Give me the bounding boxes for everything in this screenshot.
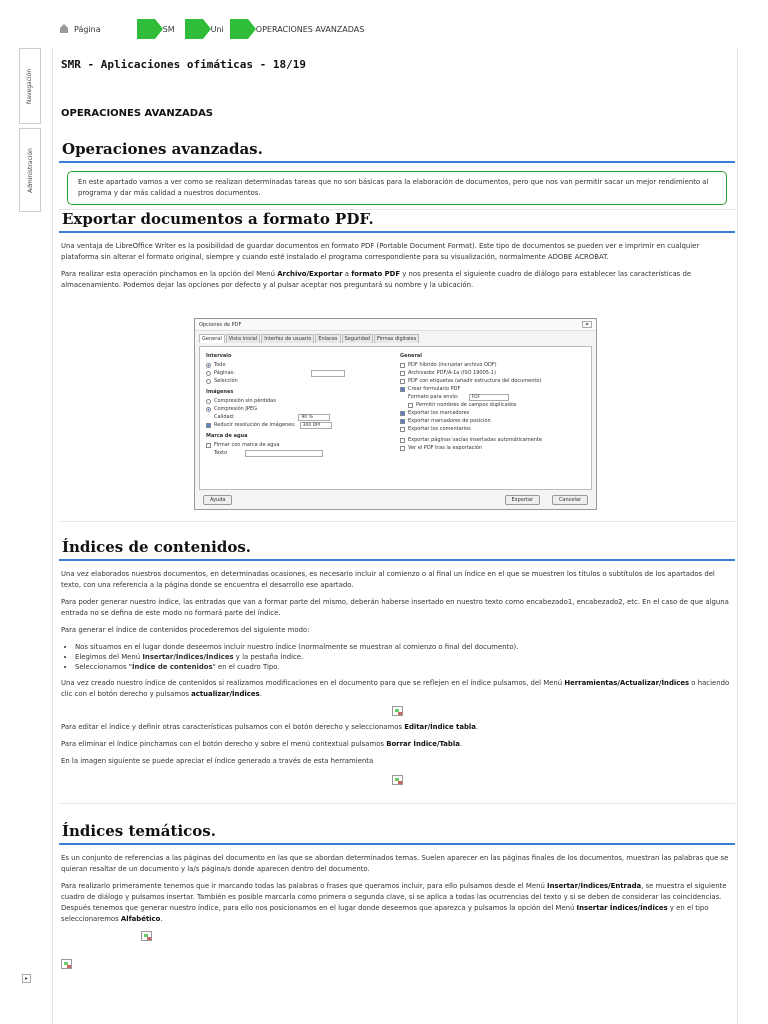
dialog-tab: Vista inicial	[226, 334, 260, 343]
export-button: Exportar	[505, 495, 541, 505]
paragraph: Es un conjunto de referencias a las páginas del documento en las que se abordan determinados temas. Suelen aparecer en las páginas finales de los documentos, muestran las palabras que se quieran resaltar de un documento y la/s página/s donde aparecen dentro del documento.	[61, 854, 729, 873]
option: Exportar marcadores de posición	[400, 417, 590, 425]
radio-icon	[206, 371, 211, 376]
dialog-tab: Interfaz de usuario	[261, 334, 314, 343]
paragraph: Para editar el índice y definir otras características pulsamos con el botón derecho y seleccionamos Editar/Índice tabla.	[61, 723, 479, 731]
breadcrumb	[60, 18, 364, 40]
dialog-right-column	[400, 351, 590, 452]
dock-arrow-icon[interactable]: ▸	[22, 974, 31, 983]
section-thematic	[59, 822, 735, 1022]
list-item: • Elegimos del Menú Insertar/Índices/Índices y la pestaña Índice.	[75, 652, 735, 662]
option: Crear formulario PDF	[400, 385, 590, 393]
checkbox-icon	[400, 371, 405, 376]
dialog-tab: Seguridad	[342, 334, 373, 343]
checkbox-icon	[400, 446, 405, 451]
submit-format-select: FDF	[469, 394, 509, 401]
breadcrumb-separator-icon	[137, 19, 155, 39]
group-label: Marca de agua	[206, 433, 248, 439]
tab-navigation[interactable]	[19, 48, 41, 124]
checkbox-icon	[400, 419, 405, 424]
option: Exportar los marcadores	[400, 409, 590, 417]
checkbox-icon	[408, 403, 413, 408]
paragraph: Para generar el índice de contenidos procederemos del siguiente modo:	[61, 626, 310, 634]
broken-image-icon	[61, 959, 72, 969]
paragraph: En la imagen siguiente se puede apreciar el índice generado a través de esta herramienta	[61, 757, 374, 765]
option: Firmar con marca de agua	[206, 441, 396, 449]
radio-icon	[206, 379, 211, 384]
option: Archivador PDF/A-1a (ISO 19005-1)	[400, 369, 590, 377]
option: Ver el PDF tras la exportación	[400, 444, 590, 452]
tab-label: Administración	[26, 147, 34, 193]
watermark-text-field	[245, 450, 323, 457]
steps-list	[59, 642, 735, 672]
option: Páginas:	[206, 369, 396, 377]
dialog-tab: Enlaces	[315, 334, 340, 343]
breadcrumb-label[interactable]: Página	[74, 24, 101, 34]
dialog-tab: Firmas digitales	[374, 334, 419, 343]
section-heading: Índices de contenidos.	[59, 538, 735, 561]
checkbox-icon	[400, 438, 405, 443]
radio-icon	[206, 407, 211, 412]
group-label: Intervalo	[206, 353, 232, 359]
checkbox-icon	[400, 363, 405, 368]
breadcrumb-item[interactable]	[175, 19, 224, 39]
option: Formato para envío: FDF	[400, 393, 590, 401]
option: Reducir resolución de imágenes: 300 DPI	[206, 421, 396, 429]
radio-icon	[206, 399, 211, 404]
section-intro	[59, 140, 735, 210]
paragraph: Para poder generar nuestro índice, las entradas que van a formar parte del mismo, deberán haberse insertado en nuestro texto como encabezado1, encabezado2, etc. En el caso de que alguna entrada no se defina de este modo no formará parte del índice.	[61, 598, 729, 617]
broken-image-icon	[392, 706, 403, 716]
breadcrumb-label: OPERACIONES AVANZADAS	[255, 24, 365, 34]
tab-administration[interactable]	[19, 128, 41, 212]
dialog-body	[199, 346, 592, 490]
option: Exportar los comentarios	[400, 425, 590, 433]
breadcrumb-label[interactable]: SM	[162, 24, 175, 34]
option: Permitir nombres de campos duplicados	[400, 401, 590, 409]
radio-icon	[206, 363, 211, 368]
section-heading: Índices temáticos.	[59, 822, 735, 845]
option: Calidad: 90 %	[206, 413, 396, 421]
breadcrumb-item	[224, 19, 365, 39]
broken-image-icon	[141, 931, 152, 941]
checkbox-icon	[206, 443, 211, 448]
breadcrumb-item[interactable]	[101, 19, 175, 39]
pages-field	[311, 370, 345, 377]
option: PDF con etiquetas (añadir estructura del documento)	[400, 377, 590, 385]
section-heading: Exportar documentos a formato PDF.	[59, 210, 735, 233]
paragraph: Una vez creado nuestro índice de contenidos si realizamos modificaciones en el documento para que se reflejen en el índice pulsamos, del Menú Herramientas/Actualizar/Índices o haciendo clic con el botón derecho y pulsamos actualizar/Índices.	[61, 679, 730, 698]
dialog-left-column	[206, 351, 396, 457]
group-label: Imágenes	[206, 389, 234, 395]
checkbox-icon	[400, 411, 405, 416]
option: PDF híbrido (incrustar archivo ODF)	[400, 361, 590, 369]
checkbox-icon	[400, 387, 405, 392]
help-button: Ayuda	[203, 495, 232, 505]
option: Todo	[206, 361, 396, 369]
side-tabs	[19, 48, 41, 212]
option: Texto	[206, 449, 396, 457]
dialog-tabs	[195, 331, 596, 343]
course-title: SMR - Aplicaciones ofimáticas - 18/19	[61, 58, 307, 71]
section-toc	[59, 538, 735, 804]
breadcrumb-separator-icon	[185, 19, 203, 39]
pdf-options-dialog-image	[194, 318, 597, 510]
tab-label: Navegación	[26, 68, 34, 104]
paragraph: Para realizarlo primeramente tenemos que ir marcando todas las palabras o frases que queramos incluir, para ello pulsamos desde el Menú Insertar/Índices/Entrada, se muestra el siguiente cuadro de diálogo y pulsamos insertar. También es posible marcarla como primera o segunda clave, si se aplica a todas las ocurrencias del texto y si se deben de considerar las coincidencias. Después tenemos que generar nuestro índice, para ello nos posicionamos en el lugar donde deseemos que aparezca y pulsamos la opción del Menú Insertar Índices/Índices y en el tipo seleccionaremos Alfabético.	[61, 882, 727, 923]
main-content	[52, 48, 738, 1024]
paragraph: Una ventaja de LibreOffice Writer es la posibilidad de guardar documentos en formato PDF (Portable Document Format). Este tipo de documentos se pueden ver e imprimir en cualquier plataforma sin alterar el formato original, siempre y cuando esté instalado el programa correspondiente para su visualización, normalmente ADOBE ACROBAT.	[61, 242, 700, 261]
checkbox-icon	[400, 379, 405, 384]
paragraph: Para realizar esta operación pinchamos en la opción del Menú Archivo/Exportar a formato PDF y nos presenta el siguiente cuadro de diálogo para establecer las características de almacenamiento. Podemos dejar las opciones por defecto y al pulsar aceptar nos preguntará su nombre y la ubicación.	[61, 270, 692, 289]
intro-note: En este apartado vamos a ver como se realizan determinadas tareas que no son básicas para la elaboración de documentos, pero que nos van permitir sacar un mejor rendimiento al programa y dar más calidad a nuestros documentos.	[67, 171, 727, 205]
page-title: OPERACIONES AVANZADAS	[61, 108, 214, 119]
option: Exportar páginas vacías insertadas automáticamente	[400, 436, 590, 444]
breadcrumb-home[interactable]	[60, 25, 101, 34]
option: Compresión JPEG	[206, 405, 396, 413]
option: Compresión sin pérdidas	[206, 397, 396, 405]
breadcrumb-separator-icon	[230, 19, 248, 39]
list-item: • Nos situamos en el lugar donde deseemos incluir nuestro índice (normalmente se muestran al comienzo o final del documento).	[75, 642, 735, 652]
cancel-button: Cancelar	[552, 495, 588, 505]
paragraph: Una vez elaborados nuestros documentos, en determinadas ocasiones, es necesario incluir al comienzo o al final un índice en el que se muestren los títulos o subtítulos de los apartados del texto, con una referencia a la página donde se encuentra el desarrollo ese apartado.	[61, 570, 715, 589]
broken-image-icon	[392, 775, 403, 785]
breadcrumb-label[interactable]: Uni	[210, 24, 224, 34]
checkbox-icon	[206, 423, 211, 428]
option: Selección	[206, 377, 396, 385]
checkbox-icon	[400, 427, 405, 432]
dialog-tab: General	[199, 334, 225, 343]
group-label: General	[400, 353, 422, 359]
dpi-select: 300 DPI	[300, 422, 332, 429]
close-icon: ⌗	[582, 321, 592, 328]
home-icon	[60, 25, 68, 33]
list-item: • Seleccionamos "Índice de contenidos" en el cuadro Tipo.	[75, 662, 735, 672]
quality-field: 90 %	[298, 414, 330, 421]
section-heading: Operaciones avanzadas.	[59, 140, 735, 163]
paragraph: Para eliminar el índice pinchamos con el botón derecho y sobre el menú contextual pulsamos Borrar Índice/Tabla.	[61, 740, 463, 748]
dialog-title: Opciones de PDF	[195, 319, 596, 331]
